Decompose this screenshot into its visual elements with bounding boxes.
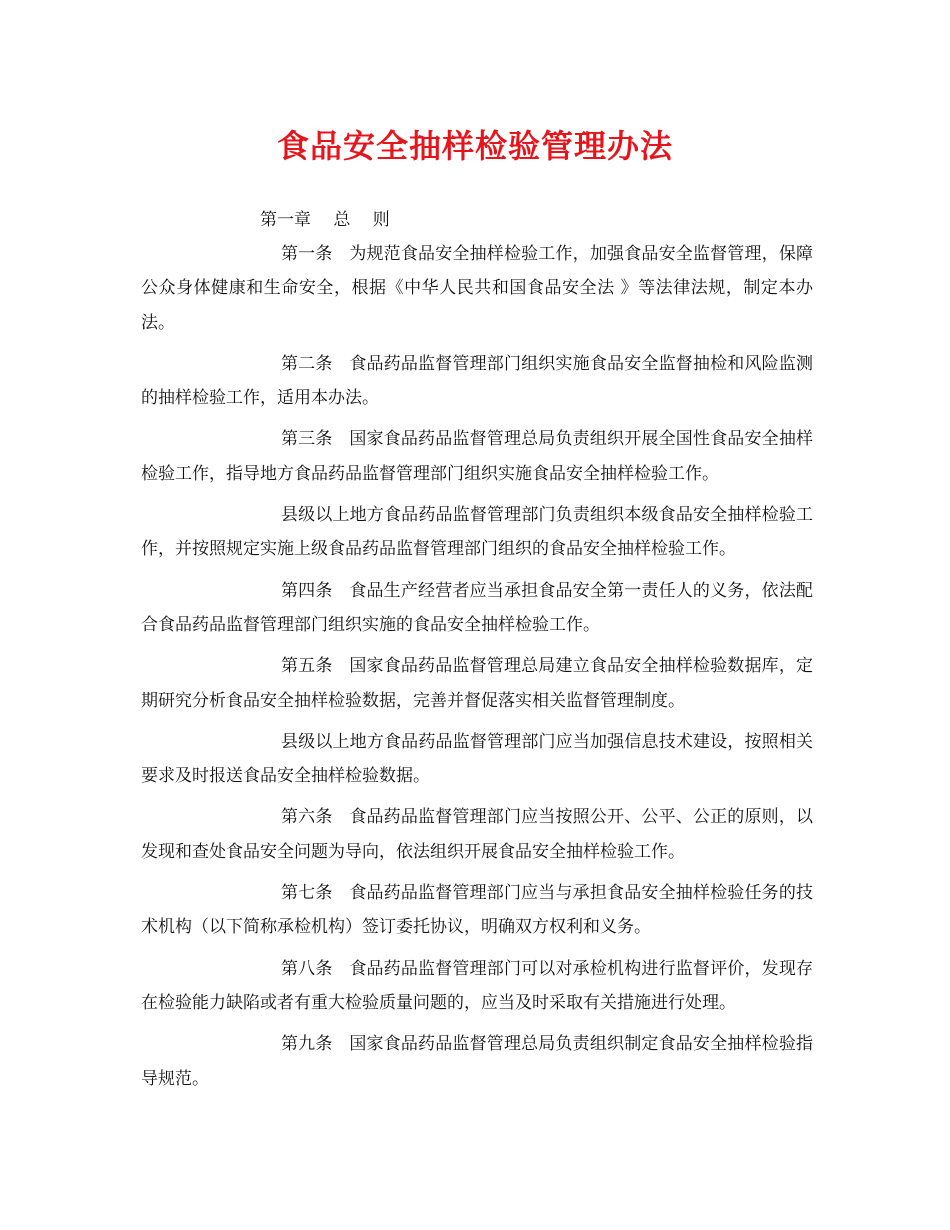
document-title: 食品安全抽样检验管理办法 [276,127,673,165]
paragraph [141,952,813,1021]
paragraph [141,237,813,340]
article-number: 第二条 [281,353,333,374]
paragraph-text: 食品药品监督管理部门应当与承担食品安全抽样检验任务的技术机构（以下简称承检机构）签订委托协议，明确双方权利和义务。 [141,883,814,938]
article-number: 第七条 [281,883,333,904]
chapter-heading: 第一章 总 则 [260,210,390,230]
paragraph-text: 为规范食品安全抽样检验工作，加强食品安全监督管理，保障公众身体健康和生命安全，根据《中华人民共和国食品安全法 》等法律法规，制定本办法。 [141,244,814,333]
article-number: 第五条 [281,656,333,677]
paragraph-text: 国家食品药品监督管理总局负责组织制定食品安全抽样检验指导规范。 [141,1034,814,1089]
paragraph-text: 县级以上地方食品药品监督管理部门应当加强信息技术建设，按照相关要求及时报送食品安全抽样检验数据。 [141,731,813,787]
paragraph [141,574,813,643]
paragraph-text: 国家食品药品监督管理总局负责组织开展全国性食品安全抽样检验工作，指导地方食品药品监督管理部门组织实施食品安全抽样检验工作。 [141,429,814,484]
article-number: 第八条 [281,958,333,979]
article-number: 第九条 [281,1034,333,1055]
document-body [141,237,813,1103]
article-number: 第六条 [281,807,333,828]
paragraph [141,347,813,416]
paragraph [141,876,813,945]
paragraph [141,422,813,491]
paragraph [141,1027,813,1096]
paragraph [141,498,813,567]
paragraph-text: 食品药品监督管理部门可以对承检机构进行监督评价，发现存在检验能力缺陷或者有重大检验质量问题的，应当及时采取有关措施进行处理。 [141,958,814,1013]
article-number: 第一条 [281,244,333,264]
paragraph-text: 食品药品监督管理部门应当按照公开、公平、公正的原则，以发现和查处食品安全问题为导向，依法组织开展食品安全抽样检验工作。 [141,807,814,862]
article-number: 第四条 [281,580,333,601]
paragraph-text: 国家食品药品监督管理总局建立食品安全抽样检验数据库，定期研究分析食品安全抽样检验数据，完善并督促落实相关监督管理制度。 [141,656,814,711]
paragraph [141,649,813,718]
paragraph [141,725,813,794]
article-number: 第三条 [281,429,333,450]
paragraph-text: 食品生产经营者应当承担食品安全第一责任人的义务，依法配合食品药品监督管理部门组织实施的食品安全抽样检验工作。 [141,580,814,635]
paragraph-text: 县级以上地方食品药品监督管理部门负责组织本级食品安全抽样检验工作，并按照规定实施上级食品药品监督管理部门组织的食品安全抽样检验工作。 [141,505,813,560]
paragraph [141,800,813,869]
paragraph-text: 食品药品监督管理部门组织实施食品安全监督抽检和风险监测的抽样检验工作，适用本办法。 [141,353,814,409]
